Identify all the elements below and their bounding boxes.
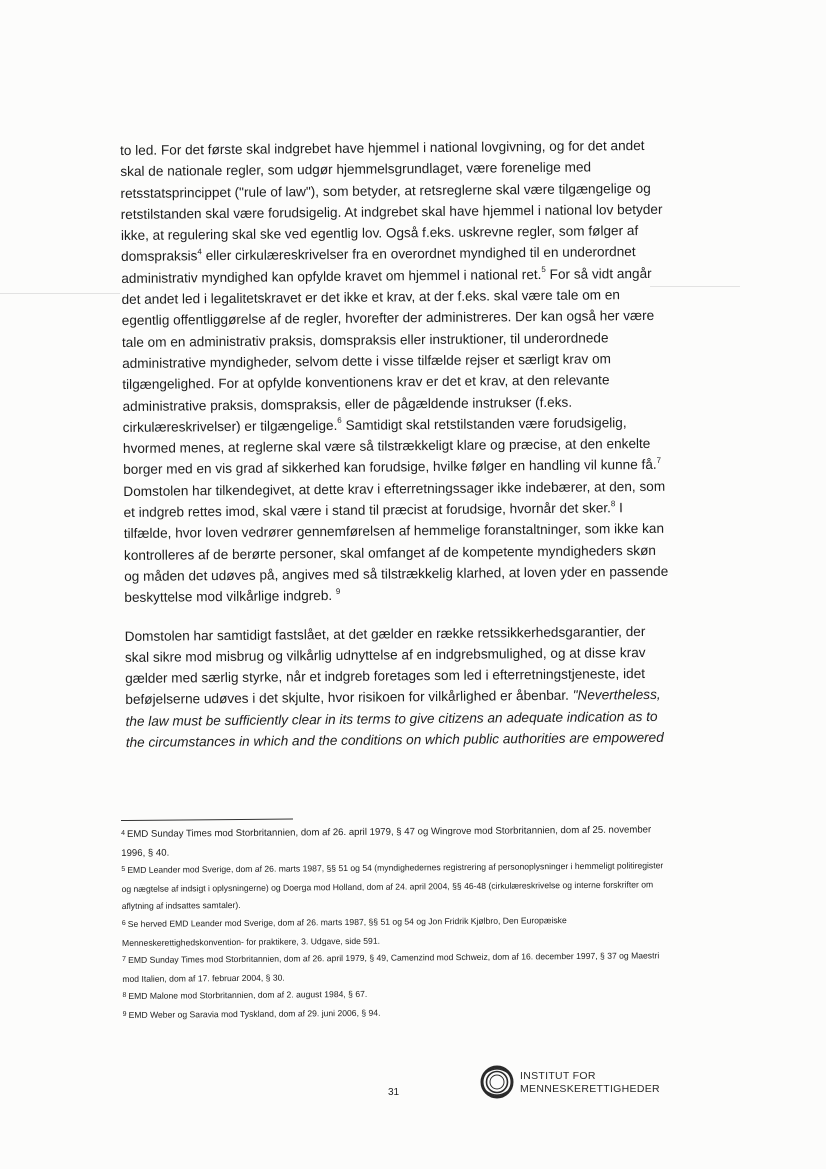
footnote-ref: 8 xyxy=(610,498,616,508)
footnote-ref: 4 xyxy=(197,247,202,257)
footnote-ref: 7 xyxy=(656,455,662,465)
footnote-ref: 5 xyxy=(541,265,546,275)
footnote: $^4$ EMD Sunday Times mod Storbritannien, dom af 26. april 1979, § 47 og Wingrove mod Storbritannien, dom af 25. november 1996, § 40. xyxy=(121,824,652,859)
footnote: $^7$ EMD Sunday Times mod Storbritannien, dom af 26. april 1979, § 49, Camenzind mod Schweiz, dom af 16. december 1997, § 37 og Maestri mod Italien, dom af 17. februar 2004, § 30. xyxy=(122,950,660,984)
logo-text-line2: MENNESKERETTIGHEDER xyxy=(520,1083,660,1095)
institute-logo xyxy=(478,1063,678,1103)
scan-artifact xyxy=(0,293,120,294)
footnote: $^8$ EMD Malone mod Storbritannien, dom af 2. august 1984, § 67. xyxy=(122,989,368,1002)
footnote: $^5$ EMD Leander mod Sverige, dom af 26. marts 1987, §§ 51 og 54 (myndighedernes registrering af personoplysninger i hemmeligt politiregister og nægtelse af indsigt i oplysningerne) og Doerga mod Holland, dom af 24. april 2004, §§ 46-48 (cirkulæreskrivelse og interne forskrifter om aflytning af indsattes samtaler). xyxy=(121,860,664,912)
footnote: $^6$ Se herved EMD Leander mod Sverige, dom af 26. marts 1987, §§ 51 og 54 og Jon Fridrik Kjølbro, Den Europæiske Menneskerettighedskonvention- for praktikere, 3. Udgave, side 591. xyxy=(121,915,567,948)
footnotes xyxy=(121,821,668,1025)
footnote-ref: 6 xyxy=(337,416,342,426)
logo-ring-icon xyxy=(478,1063,516,1101)
paragraph-2: Domstolen har samtidigt fastslået, at det gælder en række retssikkerhedsgarantier, der skal sikre mod misbrug og vilkårlig udnyttelse af en indgrebsmulighed, og at disse krav gælder med særlig styrke, når et indgreb foretages som led i efterretningstjeneste, idet beføjelserne udøves i det skjulte, hvor risikoen for vilkårlighed er åbenbar. "Nevertheless, the law must be sufficiently clear in its terms to give citizens an adequate indication as to the circumstances in which and the conditions on which public authorities are empowered xyxy=(124,623,664,750)
quotation: "Nevertheless, the law must be sufficiently clear in its terms to give citizens an adequate indication as to the circumstances in which and the conditions on which public authorities are empowered xyxy=(125,687,664,750)
footnote: $^9$ EMD Weber og Saravia mod Tyskland, dom af 29. juni 2006, § 94. xyxy=(122,1007,381,1020)
footnote-ref: 9 xyxy=(335,586,341,596)
footnote-divider xyxy=(121,818,293,821)
body-text xyxy=(120,135,671,754)
page-number: 31 xyxy=(388,1087,400,1098)
logo-text-line1: INSTITUT FOR xyxy=(520,1070,596,1082)
paragraph-1: to led. For det første skal indgrebet have hjemmel i national lovgivning, og for det andet skal de nationale regler, som udgør hjemmelsgrundlaget, være forenelige med retsstatsprincippet ("rule of law"), som betyder, at retsreglerne skal være tilgængelige og retstilstanden skal være forudsigelig. At indgrebet skal have hjemmel i national lov betyder ikke, at regulering skal ske ved egentlig lov. Også f.eks. uskrevne regler, som følger af domspraksis$^4$ eller cirkulæreskrivelser fra en overordnet myndighed til en underordnet administrativ myndighed kan opfylde kravet om hjemmel i national ret.$^5$ For så vidt angår det andet led i legalitetskravet er det ikke et krav, at der f.eks. skal være tale om en egentlig offentliggørelse af de regler, hvorefter der administreres. Der kan også her være tale om en administrativ praksis, domspraksis eller instruktioner, til underordnede administrative myndigheder, selvom dette i visse tilfælde rejser et særligt krav om tilgængelighed. For at opfylde konventionens krav er det et krav, at den relevante administrative praksis, domspraksis, eller de pågældende instrukser (f.eks. cirkulæreskrivelser) er tilgængelige.$^6$ Samtidigt skal retstilstanden være forudsigelig, hvormed menes, at reglerne skal være så tilstrækkeligt klare og præcise, at den enkelte borger med en vis grad af sikkerhed kan forudsige, hvilke følger en handling vil kunne få.$^7$ Domstolen har tilkendegivet, at dette krav i efterretningssager ikke indebærer, at den, som et indgreb rettes imod, skal være i stand til præcist at forudsige, hvornår det sker.$^8$ I tilfælde, hvor loven vedrører gennemførelsen af hemmelige foranstaltninger, som ikke kan kontrolleres af de berørte personer, skal omfanget af de kompetente myndigheders skøn og måden det udøves på, angives med så tilstrækkelig klarhed, at loven yder en passende beskyttelse mod vilkårlige indgreb. $^9$ xyxy=(120,137,669,606)
